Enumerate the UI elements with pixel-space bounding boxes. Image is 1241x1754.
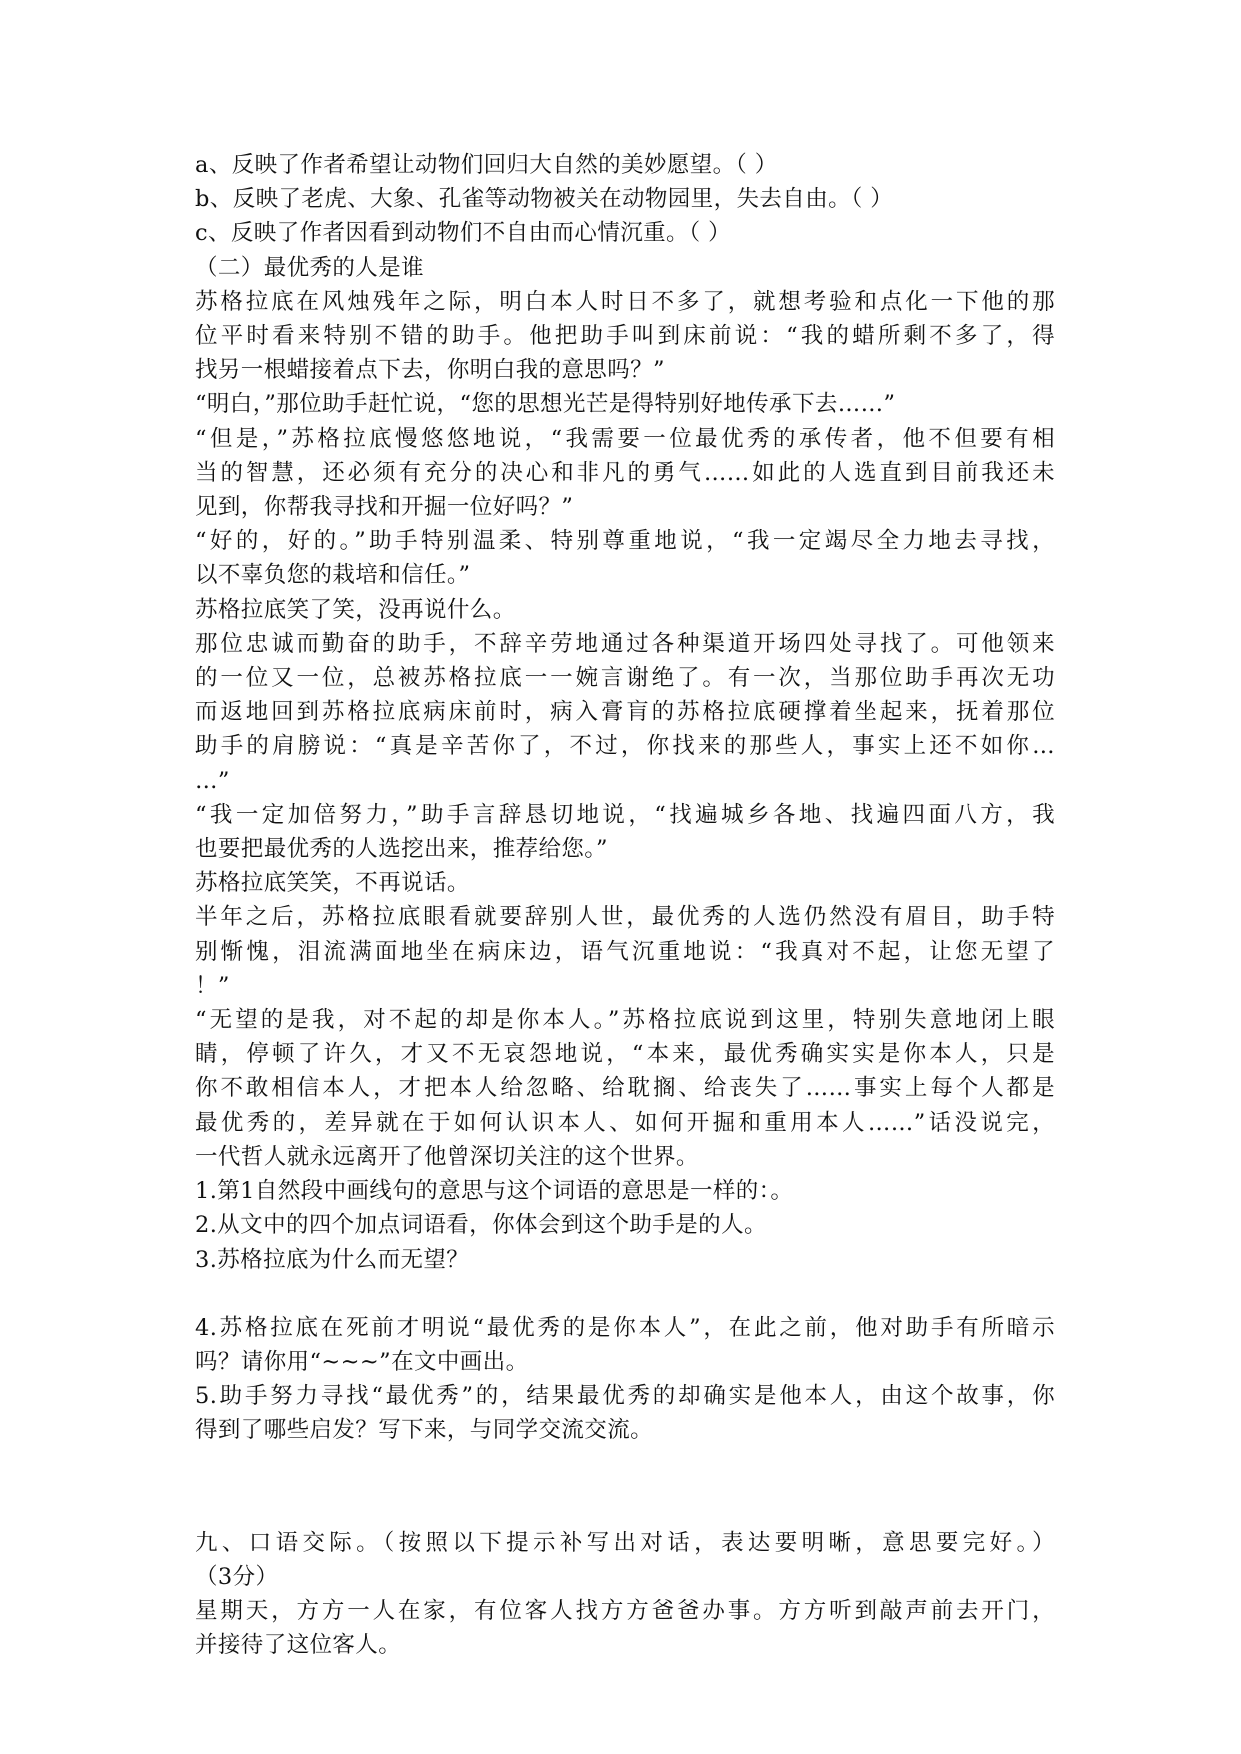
text-line: 并接待了这位客人。 [195, 1632, 402, 1659]
text-line: ！” [195, 972, 230, 999]
text-line: 苏格拉底在风烛残年之际，明白本人时日不多了，就想考验和点化一下他的那 [195, 288, 1055, 315]
document-body [195, 148, 1055, 1662]
text-line: a、反映了作者希望让动物们回归大自然的美妙愿望。（ ） [195, 152, 778, 178]
blank-answer-space [195, 1277, 1055, 1311]
questions [195, 1311, 1055, 1448]
text-line: 吗？请你用“~~~”在文中画出。 [195, 1348, 529, 1375]
text-line: 以不辜负您的栽培和信任。” [195, 562, 471, 589]
text-line: 当的智慧，还必须有充分的决心和非凡的勇气……如此的人选直到目前我还未 [195, 459, 1055, 486]
text-line: 半年之后，苏格拉底眼看就要辞别人世，最优秀的人选仍然没有眉目，助手特 [195, 904, 1055, 931]
text-line: 助手的肩膀说：“真是辛苦你了，不过，你找来的那些人，事实上还不如你… [195, 733, 1055, 760]
text-line: 最优秀的，差异就在于如何认识本人、如何开掘和重用本人……”话没说完， [195, 1109, 1055, 1136]
text-line: 一代哲人就永远离开了他曾深切关注的这个世界。 [195, 1143, 699, 1170]
text-line: c、反映了作者因看到动物们不自由而心情沉重。（ ） [195, 220, 732, 247]
text-line: 3.苏格拉底为什么而无望？ [195, 1246, 470, 1273]
text-line: 星期天，方方一人在家，有位客人找方方爸爸办事。方方听到敲声前去开门， [195, 1597, 1055, 1624]
text-line: （二）最优秀的人是谁 [195, 254, 425, 281]
text-line: 也要把最优秀的人选挖出来，推荐给您。” [195, 836, 608, 863]
text-line: “但是，”苏格拉底慢悠悠地说，“我需要一位最优秀的承传者，他不但要有相 [195, 425, 1055, 452]
text-line: 睛，停顿了许久，才又不无哀怨地说，“本来，最优秀确实实是你本人，只是 [195, 1041, 1055, 1068]
text-line: 得到了哪些启发？写下来，与同学交流交流。 [195, 1417, 654, 1444]
text-line: 九、口语交际。（按照以下提示补写出对话，表达要明晰，意思要完好。） [195, 1529, 1055, 1556]
text-line: …” [195, 767, 230, 794]
reading-passage [195, 148, 1055, 1277]
text-line: 1.第1自然段中画线句的意思与这个词语的意思是一样的：。 [195, 1178, 794, 1205]
blank-answer-space [195, 1448, 1055, 1526]
text-line: （3分） [195, 1563, 279, 1590]
text-line: 5.助手努力寻找“最优秀”的，结果最优秀的却确实是他本人，由这个故事，你 [195, 1383, 1055, 1410]
text-line: 2.从文中的四个加点词语看，你体会到这个助手是的人。 [195, 1212, 767, 1239]
text-line: b、反映了老虎、大象、孔雀等动物被关在动物园里，失去自由。（ ） [195, 186, 894, 213]
text-line: 苏格拉底笑笑，不再说话。 [195, 870, 470, 897]
text-line: 的一位又一位，总被苏格拉底一一婉言谢绝了。有一次，当那位助手再次无功 [195, 665, 1055, 692]
text-line: 找另一根蜡接着点下去，你明白我的意思吗？” [195, 357, 665, 384]
text-line: “明白，”那位助手赶忙说，“您的思想光芒是得特别好地传承下去……” [195, 391, 896, 418]
text-line: “好的，好的。”助手特别温柔、特别尊重地说，“我一定竭尽全力地去寻找， [195, 528, 1055, 555]
text-line: 位平时看来特别不错的助手。他把助手叫到床前说：“我的蜡所剩不多了，得 [195, 323, 1055, 350]
text-line: 你不敢相信本人，才把本人给忽略、给耽搁、给丧失了……事实上每个人都是 [195, 1075, 1055, 1102]
text-line: “无望的是我，对不起的却是你本人。”苏格拉底说到这里，特别失意地闭上眼 [195, 1007, 1055, 1034]
text-line: “我一定加倍努力，”助手言辞恳切地说，“找遍城乡各地、找遍四面八方，我 [195, 801, 1055, 828]
text-line: 4.苏格拉底在死前才明说“最优秀的是你本人”，在此之前，他对助手有所暗示 [195, 1314, 1055, 1341]
text-line: 见到，你帮我寻找和开掘一位好吗？” [195, 494, 574, 521]
text-line: 苏格拉底笑了笑，没再说什么。 [195, 596, 516, 623]
text-line: 而返地回到苏格拉底病床前时，病入膏肓的苏格拉底硬撑着坐起来，抚着那位 [195, 699, 1055, 726]
oral-communication-section [195, 1526, 1055, 1663]
text-line: 那位忠诚而勤奋的助手，不辞辛劳地通过各种渠道开场四处寻找了。可他领来 [195, 630, 1055, 657]
text-line: 别惭愧，泪流满面地坐在病床边，语气沉重地说：“我真对不起，让您无望了 [195, 938, 1055, 965]
